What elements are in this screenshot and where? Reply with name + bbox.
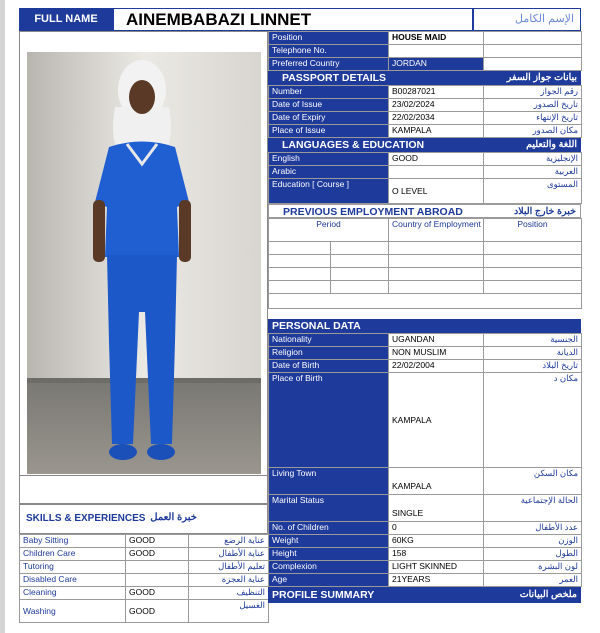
languages-title-en: LANGUAGES & EDUCATION <box>282 139 425 151</box>
skill-value <box>126 561 189 574</box>
passport-field-label: Number <box>269 86 389 99</box>
empty-cell <box>389 281 484 294</box>
empty-cell <box>389 255 484 268</box>
personal-field-label: Religion <box>269 347 389 360</box>
skill-label: Children Care <box>20 548 126 561</box>
table-row <box>20 587 269 600</box>
position-table <box>268 31 582 71</box>
preferred-country-label: Preferred Country <box>269 58 389 71</box>
personal-field-value: NON MUSLIM <box>389 347 484 360</box>
empty-cell <box>484 268 582 281</box>
passport-field-value: 23/02/2024 <box>389 99 484 112</box>
full-name-value: AINEMBABAZI LINNET <box>113 8 473 31</box>
personal-field-label-ar: مكان السكن <box>484 468 582 495</box>
empty-cell <box>484 58 582 71</box>
employment-table <box>268 218 582 309</box>
passport-field-label: Date of Issue <box>269 99 389 112</box>
empty-cell <box>389 268 484 281</box>
personal-field-value: 0 <box>389 522 484 535</box>
skill-label-ar: عناية الرضع <box>189 535 269 548</box>
personal-field-value: KAMPALA <box>389 468 484 495</box>
skill-value: GOOD <box>126 535 189 548</box>
skill-label: Baby Sitting <box>20 535 126 548</box>
languages-section-title <box>268 138 581 152</box>
table-row <box>269 373 582 468</box>
skill-value <box>126 574 189 587</box>
cv-sheet <box>19 8 581 633</box>
table-row <box>269 179 582 204</box>
passport-field-value: KAMPALA <box>389 125 484 138</box>
personal-field-label: Age <box>269 574 389 587</box>
table-row <box>269 334 582 347</box>
personal-field-label: No. of Children <box>269 522 389 535</box>
empty-cell <box>269 294 582 309</box>
personal-field-label: Nationality <box>269 334 389 347</box>
table-row <box>269 468 582 495</box>
table-row <box>20 561 269 574</box>
table-row <box>20 600 269 623</box>
skill-label-ar: عناية العجزة <box>189 574 269 587</box>
empty-cell <box>269 242 331 255</box>
empty-cell <box>269 268 331 281</box>
preferred-country-value: JORDAN <box>389 58 484 71</box>
skill-label-ar: تعليم الأطفال <box>189 561 269 574</box>
personal-field-label-ar: العمر <box>484 574 582 587</box>
table-row <box>269 153 582 166</box>
passport-field-label-ar: تاريخ الإنتهاء <box>484 112 582 125</box>
table-row <box>269 45 582 58</box>
personal-field-label: Marital Status <box>269 495 389 522</box>
telephone-value <box>389 45 484 58</box>
employment-section-title <box>268 204 581 218</box>
personal-table <box>268 333 582 587</box>
skill-label: Tutoring <box>20 561 126 574</box>
table-row <box>269 561 582 574</box>
employment-title-en: PREVIOUS EMPLOYMENT ABROAD <box>283 206 463 218</box>
table-row <box>269 219 582 242</box>
personal-field-value: LIGHT SKINNED <box>389 561 484 574</box>
personal-field-value: 22/02/2004 <box>389 360 484 373</box>
personal-field-label-ar: عدد الأطفال <box>484 522 582 535</box>
position-label: Position <box>269 32 389 45</box>
passport-section-title <box>268 71 581 85</box>
personal-field-value: 60KG <box>389 535 484 548</box>
empty-cell <box>484 281 582 294</box>
personal-field-label-ar: تاريخ البلاد <box>484 360 582 373</box>
passport-field-label: Date of Expiry <box>269 112 389 125</box>
skill-value: GOOD <box>126 600 189 623</box>
table-row <box>269 112 582 125</box>
empty-cell <box>331 242 389 255</box>
empty-cell <box>484 32 582 45</box>
education-value: O LEVEL <box>389 179 484 204</box>
profile-title-en: PROFILE SUMMARY <box>272 589 375 601</box>
language-label: English <box>269 153 389 166</box>
passport-field-value: 22/02/2034 <box>389 112 484 125</box>
table-row <box>269 548 582 561</box>
empty-cell <box>484 255 582 268</box>
skill-label: Cleaning <box>20 587 126 600</box>
language-value <box>389 166 484 179</box>
passport-field-label: Place of Issue <box>269 125 389 138</box>
passport-field-label-ar: رقم الجواز <box>484 86 582 99</box>
empty-cell <box>331 281 389 294</box>
table-row <box>20 548 269 561</box>
table-row <box>269 281 582 294</box>
table-row <box>269 522 582 535</box>
table-row <box>269 242 582 255</box>
language-value: GOOD <box>389 153 484 166</box>
table-row <box>269 255 582 268</box>
skills-title-ar: خبرة العمل <box>150 512 197 523</box>
table-row <box>269 347 582 360</box>
education-label: Education [ Course ] <box>269 179 389 204</box>
empty-cell <box>269 255 331 268</box>
table-row <box>269 58 582 71</box>
position-value: HOUSE MAID <box>389 32 484 45</box>
empty-cell <box>484 242 582 255</box>
skills-title <box>19 504 268 534</box>
full-name-label-ar: الإسم الكامل <box>473 8 581 31</box>
passport-title-ar: بيانات جواز السفر <box>506 72 577 83</box>
personal-field-label: Height <box>269 548 389 561</box>
personal-field-label: Place of Birth <box>269 373 389 468</box>
skill-label-ar: التنظيف <box>189 587 269 600</box>
country-header: Country of Employment <box>389 219 484 242</box>
personal-field-label-ar: الديانة <box>484 347 582 360</box>
table-row <box>269 268 582 281</box>
table-row <box>269 32 582 45</box>
table-row <box>269 125 582 138</box>
position-header: Position <box>484 219 582 242</box>
passport-field-value: B00287021 <box>389 86 484 99</box>
passport-table <box>268 85 582 138</box>
table-row <box>20 535 269 548</box>
empty-cell <box>269 281 331 294</box>
skill-value: GOOD <box>126 587 189 600</box>
passport-title-en: PASSPORT DETAILS <box>282 72 387 84</box>
personal-title-en: PERSONAL DATA <box>272 320 361 332</box>
profile-section-title <box>268 587 581 603</box>
personal-field-label-ar: الطول <box>484 548 582 561</box>
employment-title-ar: خبرة خارج البلاد <box>513 206 576 217</box>
skill-label-ar: عناية الأطفال <box>189 548 269 561</box>
telephone-label: Telephone No. <box>269 45 389 58</box>
education-label-ar: المستوى <box>484 179 582 204</box>
table-row <box>269 495 582 522</box>
personal-field-label-ar: الجنسية <box>484 334 582 347</box>
skill-value: GOOD <box>126 548 189 561</box>
personal-field-label-ar: مكان د <box>484 373 582 468</box>
period-header: Period <box>269 219 389 242</box>
viewer-left-edge <box>0 0 5 633</box>
personal-field-value: 21YEARS <box>389 574 484 587</box>
table-row <box>269 86 582 99</box>
left-blank-cell <box>19 476 268 504</box>
personal-field-value: 158 <box>389 548 484 561</box>
skill-label: Disabled Care <box>20 574 126 587</box>
skills-title-en: SKILLS & EXPERIENCES <box>26 513 146 524</box>
table-row <box>269 99 582 112</box>
table-row <box>269 535 582 548</box>
personal-field-label: Weight <box>269 535 389 548</box>
languages-table <box>268 152 582 204</box>
personal-field-value: SINGLE <box>389 495 484 522</box>
passport-field-label-ar: تاريخ الصدور <box>484 99 582 112</box>
personal-field-label: Living Town <box>269 468 389 495</box>
personal-section-title <box>268 319 581 333</box>
empty-cell <box>331 268 389 281</box>
personal-field-value: KAMPALA <box>389 373 484 468</box>
table-row <box>269 574 582 587</box>
table-row <box>20 574 269 587</box>
empty-cell <box>331 255 389 268</box>
photo-frame <box>19 31 268 476</box>
language-label: Arabic <box>269 166 389 179</box>
empty-cell <box>389 242 484 255</box>
language-label-ar: الإنجليزية <box>484 153 582 166</box>
table-row <box>269 294 582 309</box>
personal-field-label: Complexion <box>269 561 389 574</box>
personal-field-label: Date of Birth <box>269 360 389 373</box>
personal-field-label-ar: الحالة الإجتماعية <box>484 495 582 522</box>
profile-title-ar: ملخص البيانات <box>519 589 577 600</box>
table-row <box>269 166 582 179</box>
details-column <box>268 31 581 603</box>
full-name-label: FULL NAME <box>19 8 113 31</box>
personal-field-label-ar: الوزن <box>484 535 582 548</box>
name-header <box>19 8 581 31</box>
skills-table <box>19 534 269 623</box>
candidate-photo <box>27 52 261 474</box>
personal-field-label-ar: لون البشرة <box>484 561 582 574</box>
table-row <box>269 360 582 373</box>
language-label-ar: العربية <box>484 166 582 179</box>
personal-field-value: UGANDAN <box>389 334 484 347</box>
passport-field-label-ar: مكان الصدور <box>484 125 582 138</box>
empty-cell <box>484 45 582 58</box>
skill-label-ar: الغسيل <box>189 600 269 623</box>
languages-title-ar: اللغة والتعليم <box>526 139 577 150</box>
skill-label: Washing <box>20 600 126 623</box>
